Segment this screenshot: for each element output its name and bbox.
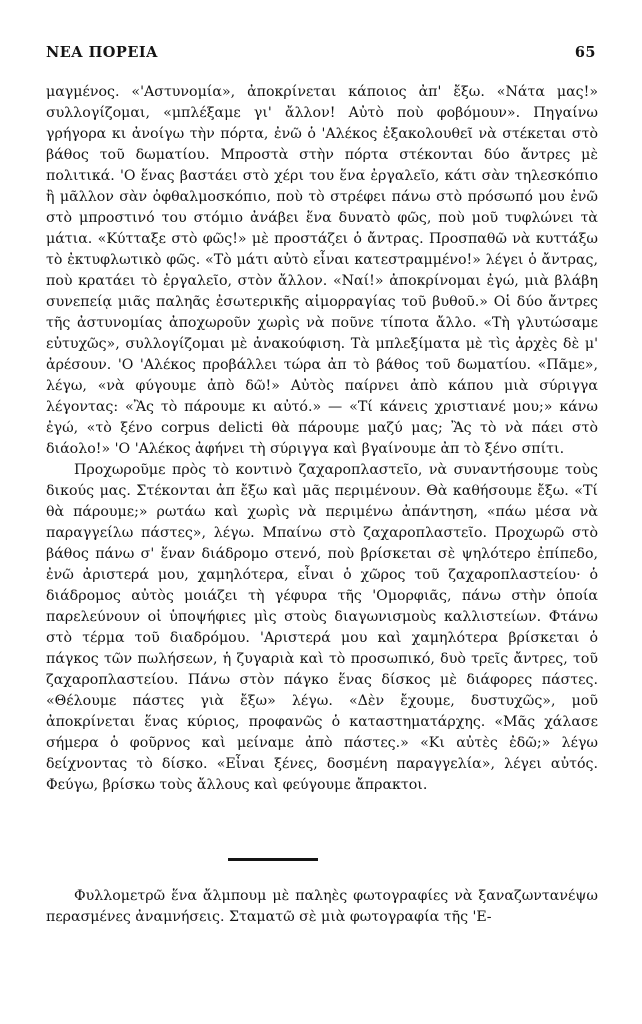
paragraph: Προχωροῦμε πρὸς τὸ κοντινὸ ζαχαροπλαστεῖο, νὰ συναντήσουμε τοὺς δικούς μας. Στέκονται ἀπ ἔξω καὶ μᾶς περιμένουν. Θὰ καθήσουμε ἔξω. «Τί θὰ πάρουμε;» ρωτάω καὶ χωρὶς νὰ περιμένω ἀπάντηση, «πάω μέσα νὰ παραγγείλω πάστες», λέγω. Μπαίνω στὸ ζαχαροπλαστεῖο. Προχωρῶ στὸ βάθος πάνω σ' ἕναν διάδρομο στενό, ποὺ βρίσκεται σὲ ψηλότερο ἐπίπεδο, ἐνῶ ἀριστερά μου, χαμηλότερα, εἶναι ὁ χῶρος τοῦ ζαχαροπλαστείου· ὁ διάδρομος αὐτὸς μοιάζει τὴ γέφυρα τῆς 'Ομορφιᾶς, πάνω στὴν ὁποία παρελεύνουν οἱ ὑποψήφιες μὶς στοὺς διαγωνισμοὺς καλλιστείων. Φτάνω στὸ τέρμα τοῦ διαδρόμου. 'Αριστερά μου καὶ χαμηλότερα βρίσκεται ὁ πάγκος τῶν πωλήσεων, ἡ ζυγαριὰ καὶ τὸ προσωπικό, δυὸ τρεῖς ἄντρες, τοῦ ζαχαροπλαστείου. Πάνω στὸν πάγκο ἕνας δίσκος μὲ διάφορες πάστες. «Θέλουμε πάστες γιὰ ἔξω» λέγω. «Δὲν ἔχουμε, δυστυχῶς», μοῦ ἀποκρίνεται ἕνας κύριος, προφανῶς ὁ καταστηματάρχης. «Μᾶς χάλασε σήμερα ὁ φοῦρνος καὶ μείναμε ἀπὸ πάστες.» «Κι αὐτὲς ἐδῶ;» λέγω δείχνοντας τὸ δίσκο. «Εἶναι ξένες, δοσμένη παραγγελία», λέγει αὐτός. Φεύγω, βρίσκω τοὺς ἄλλους καὶ φεύγουμε ἄπρακτοι. bbox=[46, 462, 598, 793]
section-divider bbox=[228, 858, 318, 861]
paragraph: μαγμένος. «'Αστυνομία», ἀποκρίνεται κάποιος ἀπ' ἔξω. «Νάτα μας!» συλλογίζομαι, «μπλέξαμε γι' ἄλλον! Αὐτὸ ποὺ φοβόμουν». Πηγαίνω γρήγορα κι ἀνοίγω τὴν πόρτα, ἐνῶ ὁ 'Αλέκος ἐξακολουθεῖ νὰ στέκεται στὸ βάθος τοῦ δωματίου. Μπροστὰ στὴν πόρτα στέκονται δύο ἄντρες μὲ πολιτικά. 'Ο ἕνας βαστάει στὸ χέρι του ἕνα ἐργαλεῖο, κάτι σὰν τηλεσκόπιο ἢ μᾶλλον σὰν ὀφθαλμοσκόπιο, ποὺ τὸ στρέφει πάνω στὸ πρόσωπό μου ἐνῶ στὸ μπροστινό του στόμιο ἀνάβει ἕνα δυνατὸ φῶς, ποὺ μοῦ τυφλώνει τὰ μάτια. «Κύτταξε στὸ φῶς!» μὲ προστάζει ὁ ἄντρας. Προσπαθῶ νὰ κυττάξω τὸ ἐκτυφλωτικὸ φῶς. «Τὸ μάτι αὐτὸ εἶναι κατεστραμμένο!» λέγει ὁ ἄντρας, ποὺ κρατάει τὸ ἐργαλεῖο, στὸν ἄλλον. «Ναί!» ἀποκρίνομαι ἐγώ, μιὰ βλάβη συνεπείᾳ μιᾶς παληᾶς ἐσωτερικῆς αἱμορραγίας τοῦ βυθοῦ.» Οἱ δύο ἄντρες τῆς ἀστυνομίας ἀποχωροῦν χωρὶς νὰ ποῦνε τίποτα ἄλλο. «Τὴ γλυτώσαμε εὐτυχῶς», συλλογίζομαι μὲ ἀνακούφιση. Τὰ μπλεξίματα μὲ τὶς ἀρχὲς δὲ μ' ἀρέσουν. 'Ο 'Αλέκος προβάλλει τώρα ἀπ τὸ βάθος τοῦ δωματίου. «Πᾶμε», λέγω, «νὰ φύγουμε ἀπὸ δῶ!» Αὐτὸς παίρνει ἀπὸ κάπου μιὰ σύριγγα λέγοντας: «Ἂς τὸ πάρουμε κι αὐτό.» — «Τί κάνεις χριστιανέ μου;» κάνω ἐγώ, «τὸ ξένο corpus delicti θὰ πάρουμε μαζύ μας; Ἂς τὸ νὰ πάει στὸ διάολο!» 'Ο 'Αλέκος ἀφήνει τὴ σύριγγα καὶ βγαίνουμε ἀπ τὸ ξένο σπίτι. bbox=[46, 84, 598, 457]
body-text bbox=[46, 82, 598, 796]
section-text bbox=[46, 886, 598, 928]
paragraph: Φυλλομετρῶ ἕνα ἄλμπουμ μὲ παληὲς φωτογραφίες νὰ ξαναζωντανέψω περασμένες ἀναμνήσεις. Σταματῶ σὲ μιὰ φωτογραφία τῆς 'Ε- bbox=[46, 888, 598, 925]
running-title: ΝΕΑ ΠΟΡΕΙΑ bbox=[46, 44, 158, 61]
page-header bbox=[46, 44, 596, 61]
page-number: 65 bbox=[574, 44, 596, 61]
